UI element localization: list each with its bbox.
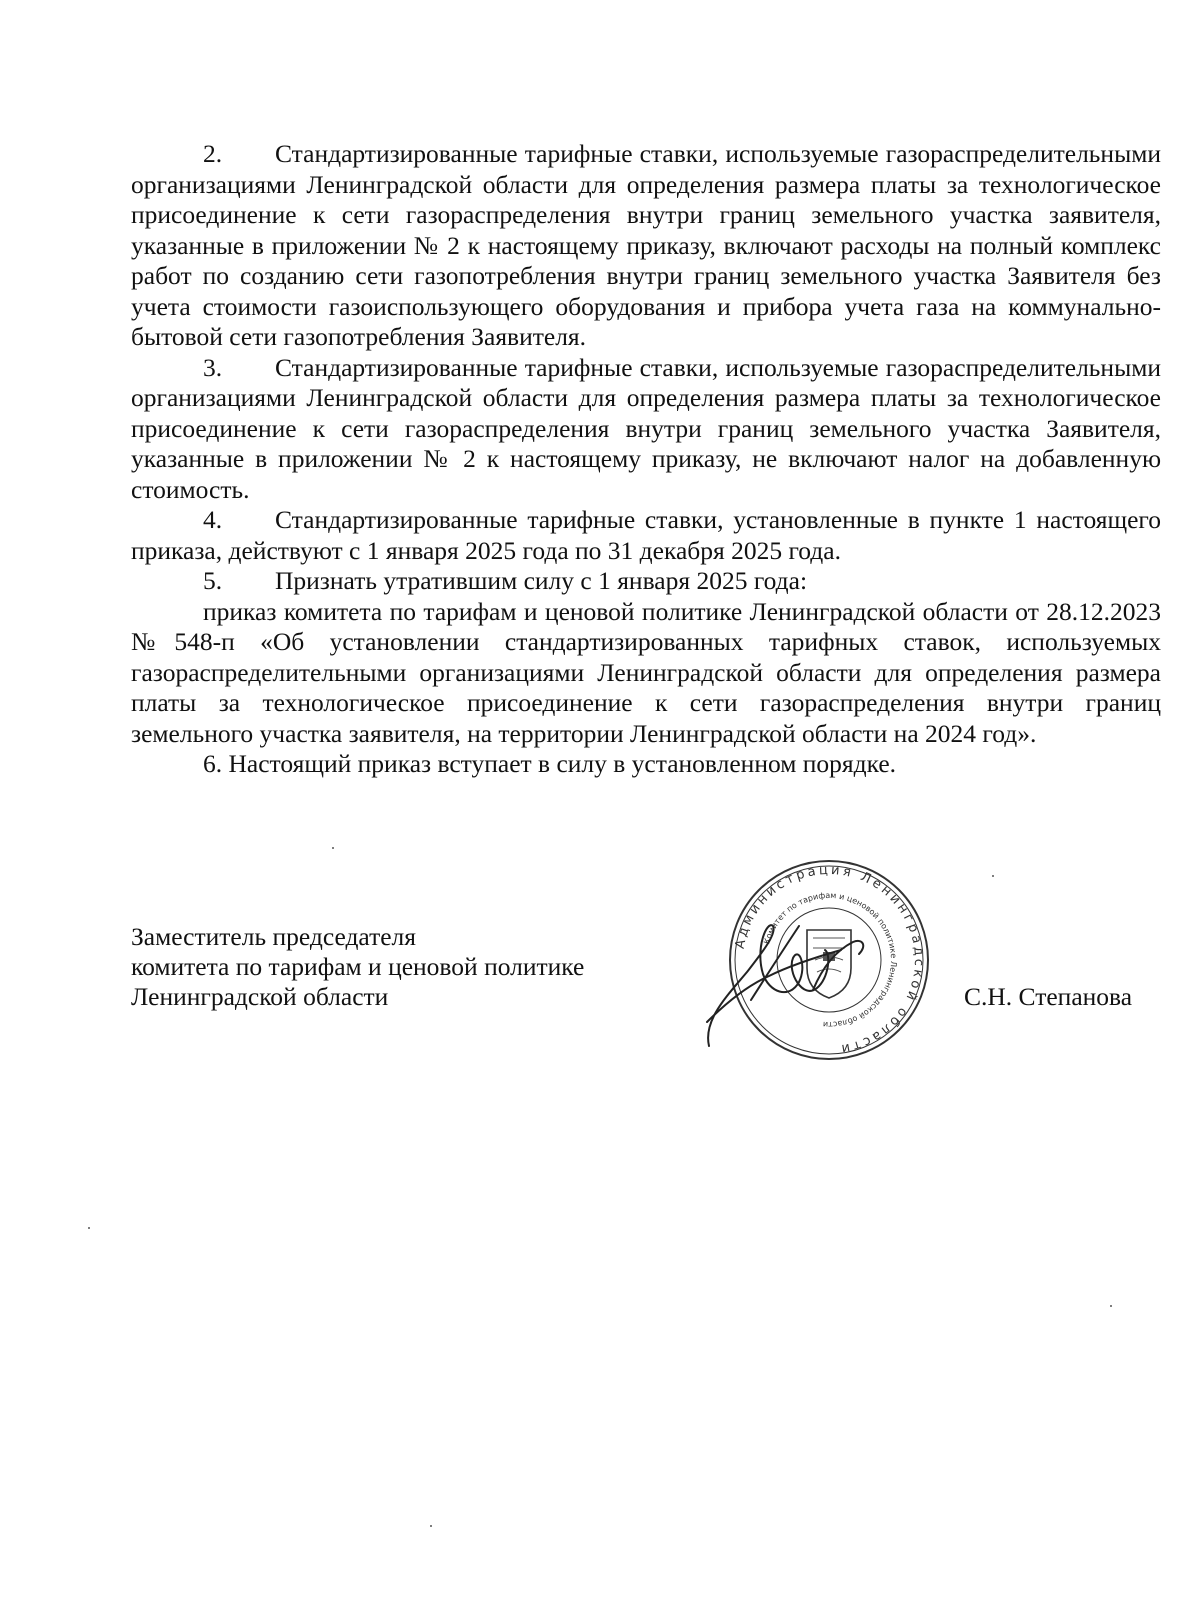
scan-speck xyxy=(88,1227,90,1229)
paragraph-number: 5. xyxy=(203,566,223,595)
paragraph-text: Стандартизированные тарифные ставки, используемые газораспределительными организациями Ленинградской области для определения размера платы за технологическое присоединение к сети газораспределения внутри границ земельного участка заявителя, указанные в приложении № 2 к настоящему приказу, включают расходы на полный комплекс работ по созданию сети газопотребления внутри границ земельного участка Заявителя без учета стоимости газоиспользующего оборудования и прибора учета газа на коммунально-бытовой сети газопотребления Заявителя. xyxy=(131,139,1161,351)
signatory-name: С.Н. Степанова xyxy=(964,982,1133,1011)
scan-speck xyxy=(992,875,994,877)
paragraph-2 xyxy=(131,139,1161,353)
scan-speck xyxy=(430,1525,432,1527)
paragraph-5-order-reference xyxy=(131,597,1161,750)
paragraph-number: 2. xyxy=(203,139,223,168)
paragraph-number: 3. xyxy=(203,352,223,382)
paragraph-3 xyxy=(131,353,1161,506)
paragraph-text: Стандартизированные тарифные ставки, используемые газораспределительными организациями Ленинградской области для определения размера платы за технологическое присоединение к сети газораспределения внутри границ земельного участка Заявителя, указанные в приложении № 2 к настоящему приказу, не включают налог на добавленную стоимость. xyxy=(131,352,1161,504)
paragraph-4 xyxy=(131,505,1161,566)
paragraph-text: Стандартизированные тарифные ставки, установленные в пункте 1 настоящего приказа, действуют с 1 января 2025 года по 31 декабря 2025 года. xyxy=(131,505,1161,565)
position-line: Ленинградской области xyxy=(131,982,389,1011)
document-body xyxy=(131,139,1161,780)
paragraph-text: Признать утратившим силу с 1 января 2025 года: xyxy=(275,566,808,595)
scan-speck xyxy=(332,847,334,849)
paragraph-number: 4. xyxy=(203,505,223,534)
signatory-position xyxy=(131,922,584,1012)
seal-outer-text: Администрация Ленинградской области xyxy=(732,862,927,1057)
official-seal-with-signature xyxy=(703,850,963,1060)
seal-inner-text: Комитет по тарифам и ценовой политике Ленинградской области xyxy=(762,890,899,1030)
paragraph-text: 6. Настоящий приказ вступает в силу в установленном порядке. xyxy=(203,749,897,778)
position-line: Заместитель председателя xyxy=(131,922,416,951)
paragraph-6 xyxy=(131,749,1161,780)
paragraph-text: приказ комитета по тарифам и ценовой политике Ленинградской области от 28.12.2023 №548-п «Об установлении стандартизированных тарифных ставок, используемых газораспределительными организациями Ленинградской области для определения размера платы за технологическое присоединение к сети газораспределения внутри границ земельного участка заявителя, на территории Ленинградской области на 2024 год». xyxy=(131,596,1161,748)
position-line: комитета по тарифам и ценовой политике xyxy=(131,952,585,981)
paragraph-5 xyxy=(131,566,1161,597)
scan-speck xyxy=(1110,1305,1112,1307)
